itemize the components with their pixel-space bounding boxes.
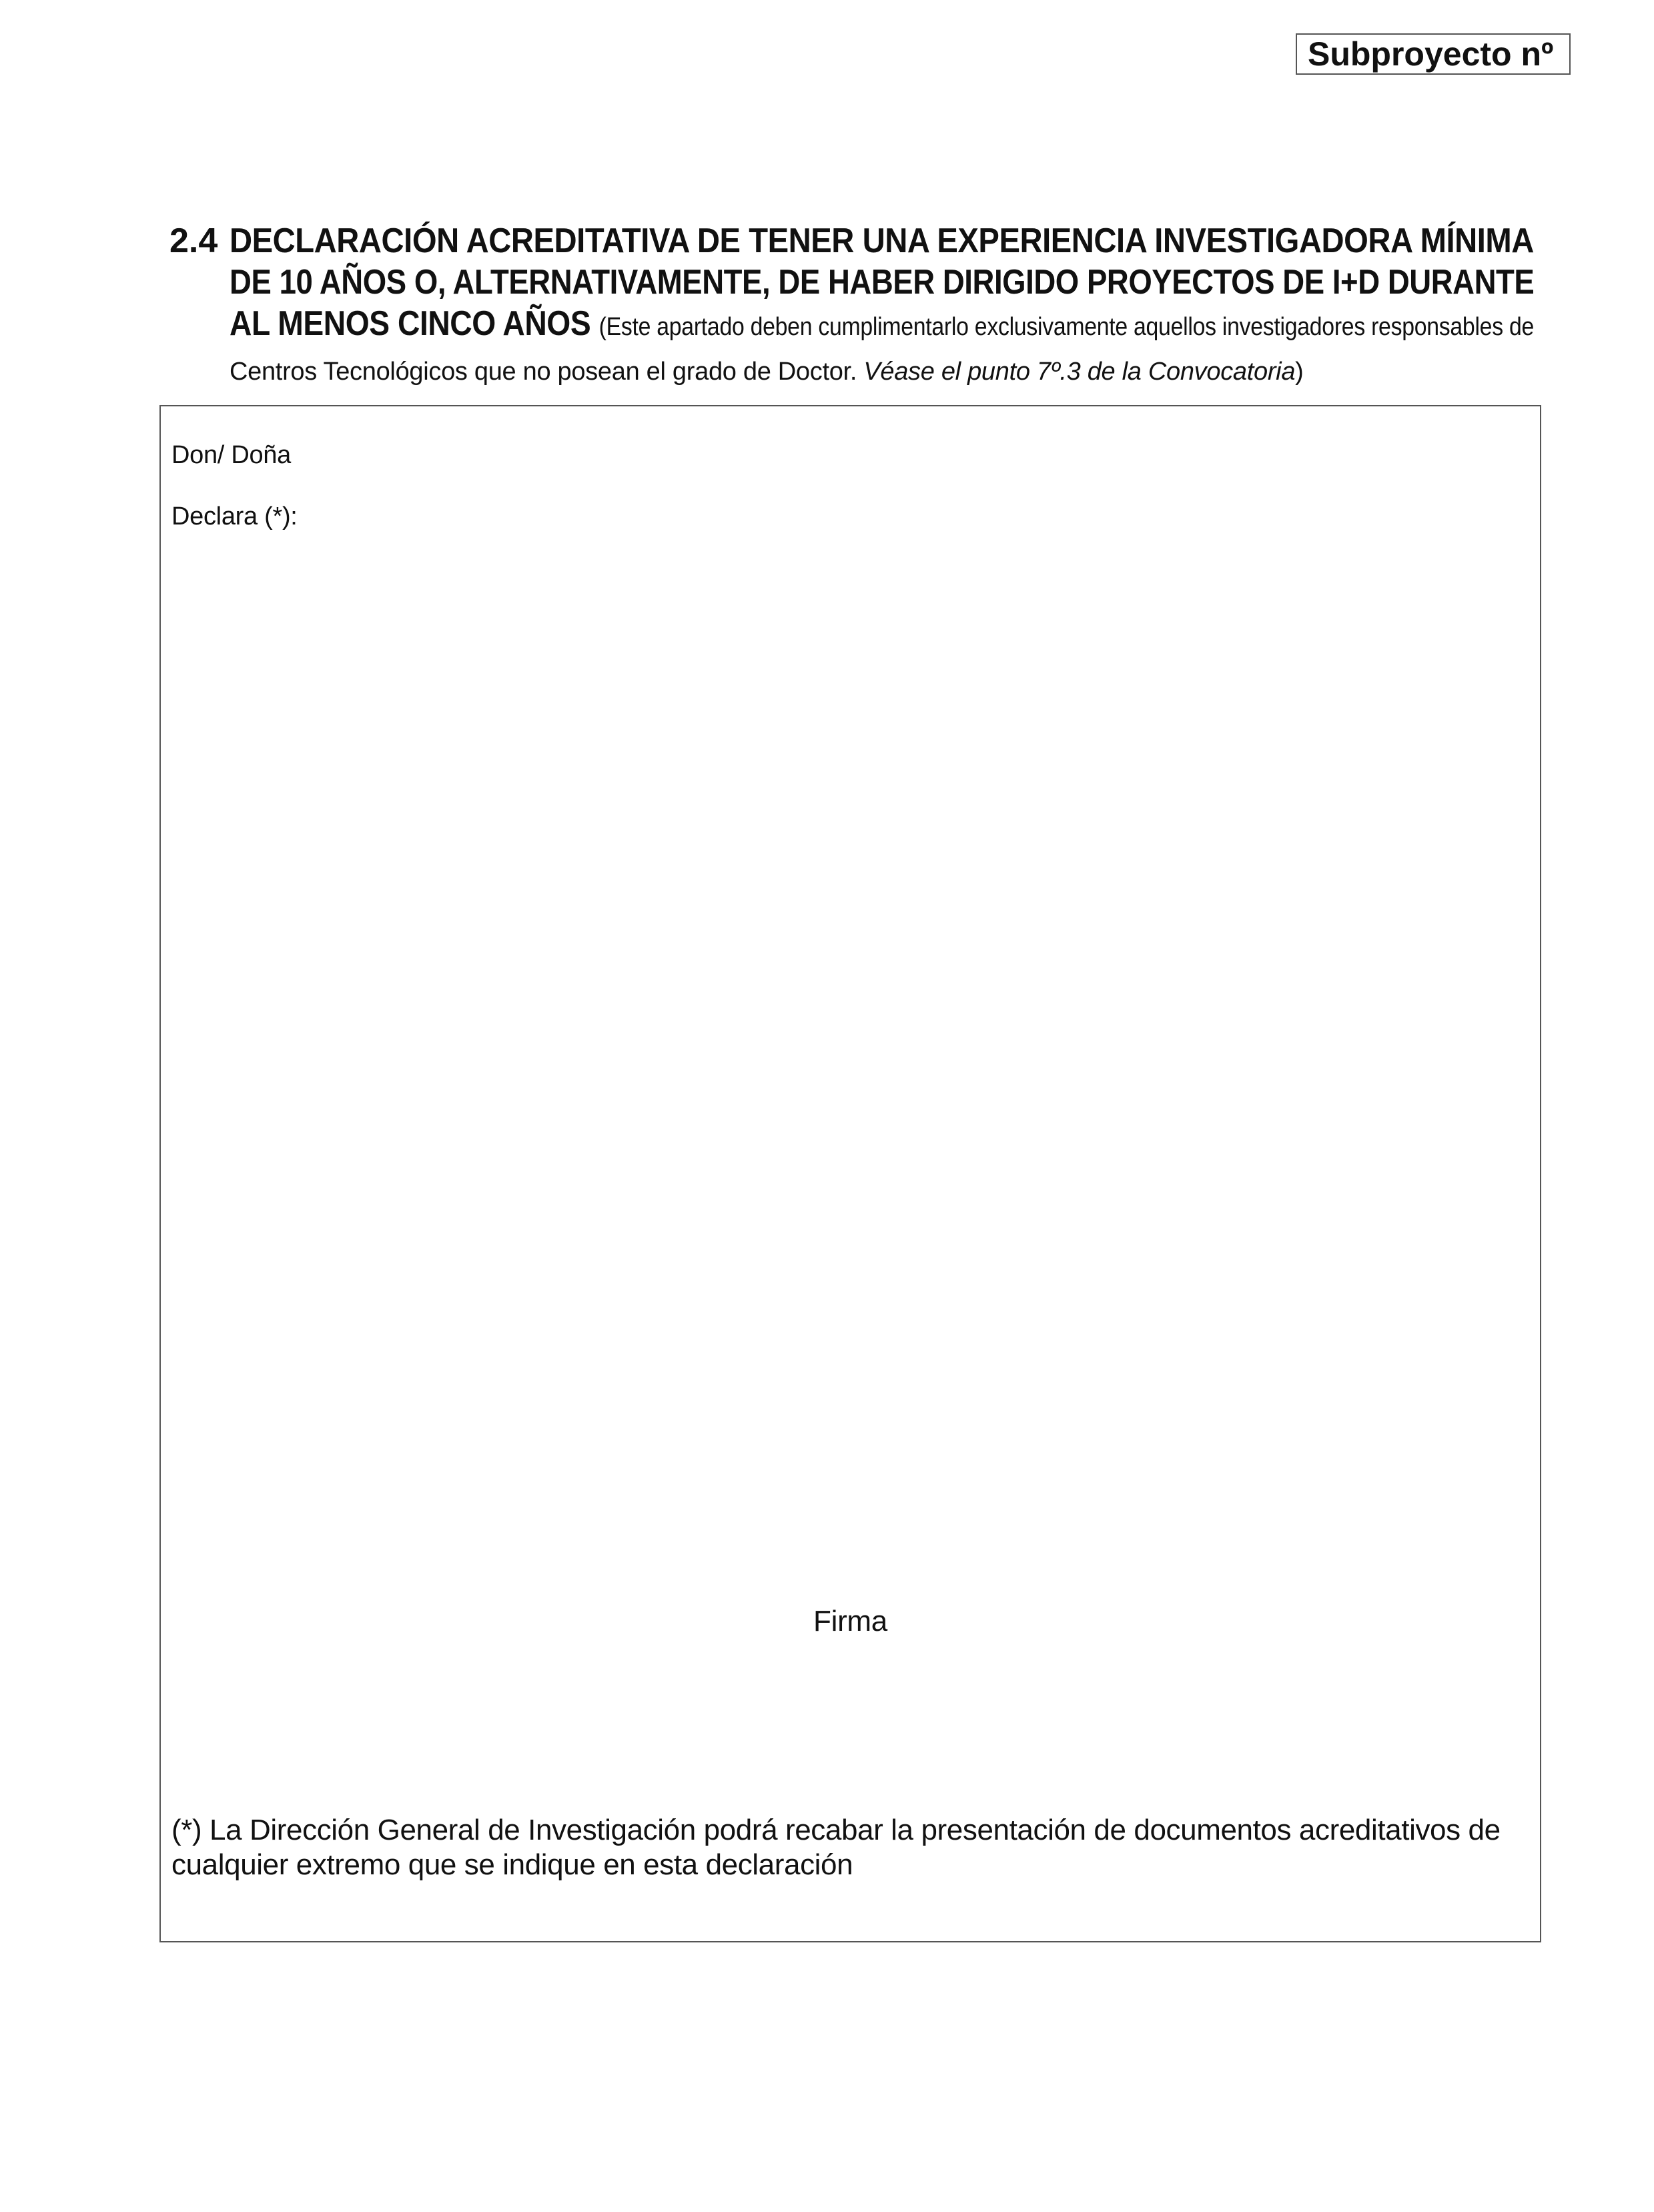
section-number: 2.4	[169, 222, 218, 260]
section-title-line-2: DE 10 AÑOS O, ALTERNATIVAMENTE, DE HABER DIRIGIDO PROYECTOS DE I+D DURANTE	[230, 263, 1535, 302]
section-title-line-3-text: AL MENOS CINCO AÑOS	[230, 304, 591, 343]
declaration-box	[159, 405, 1541, 1942]
section-note-plain: Centros Tecnológicos que no posean el grado de Doctor.	[230, 358, 857, 386]
declara-field[interactable]	[171, 501, 298, 532]
firma-label: Firma	[813, 1605, 887, 1637]
signature-area[interactable]	[161, 1604, 1540, 1639]
footnote: (*) La Dirección General de Investigación podrá recabar la presentación de documentos acreditativos de cualquier extremo que se indique en esta declaración	[171, 1814, 1501, 1881]
declara-label: Declara (*):	[171, 502, 298, 530]
subproyecto-number-field[interactable]	[1296, 33, 1571, 75]
don-dona-field[interactable]	[171, 440, 291, 470]
section-note-italic: Véase el punto 7º.3 de la Convocatoria	[863, 358, 1296, 386]
section-title-block	[230, 220, 1537, 389]
don-dona-label: Don/ Doña	[171, 441, 291, 469]
subproyecto-label: Subproyecto nº	[1308, 35, 1554, 73]
section-title-line-1: DECLARACIÓN ACREDITATIVA DE TENER UNA EXPERIENCIA INVESTIGADORA MÍNIMA	[230, 222, 1534, 260]
section-note-line-1: (Este apartado deben cumplimentarlo exclusivamente aquellos investigadores responsables de	[598, 313, 1534, 341]
section-note-line-2	[230, 354, 1304, 389]
section-title	[230, 220, 1537, 389]
section-note-close: )	[1295, 358, 1304, 386]
section-title-line-3	[230, 303, 1534, 348]
